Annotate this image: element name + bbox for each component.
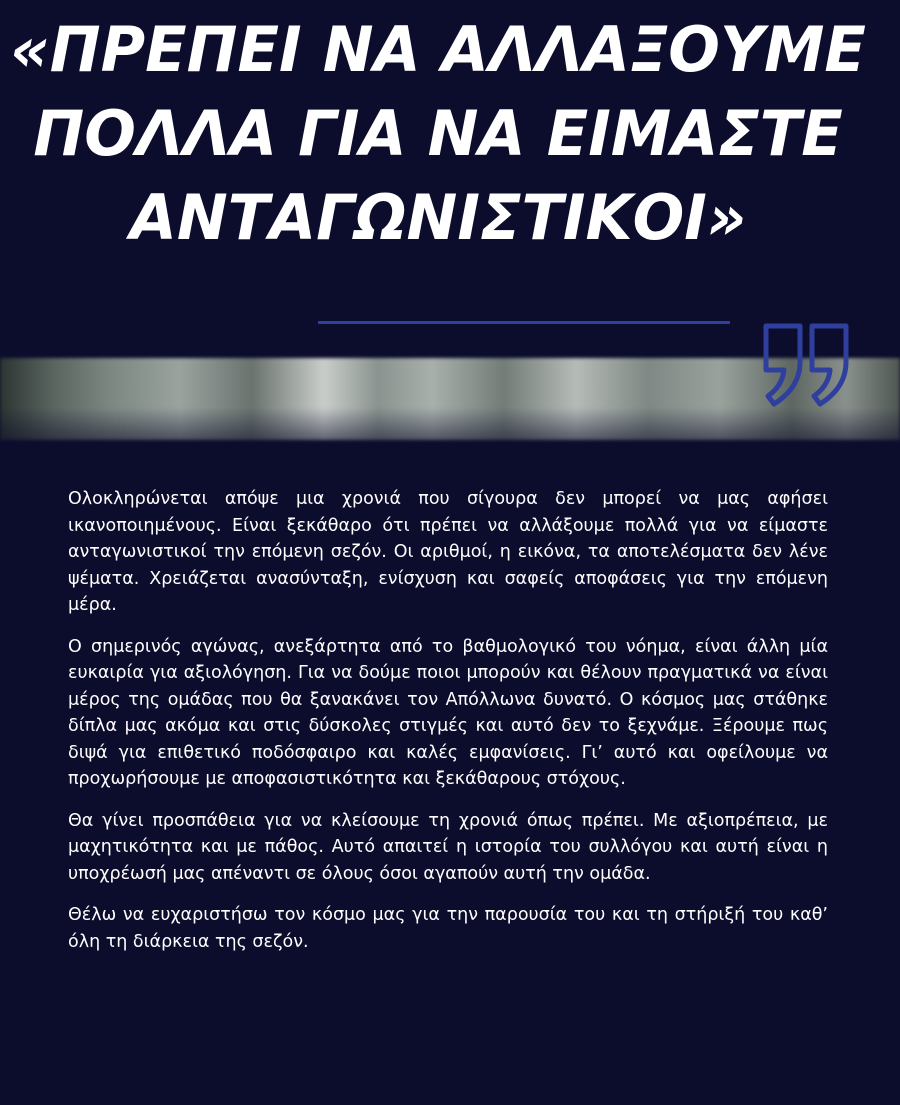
accent-divider: [318, 321, 730, 324]
paragraph-1: Ολοκληρώνεται απόψε μια χρονιά που σίγουρα δεν μπορεί να μας αφήσει ικανοποιημένους. Είναι ξεκάθαρο ότι πρέπει να αλλάξουμε πολλά για να είμαστε ανταγωνιστικοί την επόμενη σεζόν. Οι αριθμοί, η εικόνα, τα αποτελέσματα δεν λένε ψέματα. Χρειάζεται ανασύνταξη, ενίσχυση και σαφείς αποφάσεις για την επόμενη μέρα.: [68, 489, 828, 615]
paragraph-2: Ο σημερινός αγώνας, ανεξάρτητα από το βαθμολογικό του νόημα, είναι άλλη μία ευκαιρία για αξιολόγηση. Για να δούμε ποιοι μπορούν και θέλουν πραγματικά να είναι μέρος της ομάδας που θα ξανακάνει τον Απόλλωνα δυνατό. Ο κόσμος μας στάθηκε δίπλα μας ακόμα και στις δύσκολες στιγμές και αυτό δεν το ξεχνάμε. Ξέρουμε πως διψά για επιθετικό ποδόσφαιρο και καλές εμφανίσεις. Γι’ αυτό και οφείλουμε να προχωρήσουμε με αποφασιστικότητα και ξεκάθαρους στόχους.: [68, 636, 828, 789]
headline-line-2: ΠΟΛΛΑ ΓΙΑ ΝΑ ΕΙΜΑΣΤΕ: [33, 97, 843, 170]
closing-quote-icon: [760, 318, 856, 414]
article-body: [68, 486, 828, 970]
headline: [2, 8, 874, 260]
paragraph-4: Θέλω να ευχαριστήσω τον κόσμο μας για την παρουσία του και τη στήριξή του καθ’ όλη τη διάρκεια της σεζόν.: [68, 905, 828, 952]
headline-line-3: ΑΝΤΑΓΩΝΙΣΤΙΚΟΙ»: [129, 181, 747, 254]
paragraph-3: Θα γίνει προσπάθεια για να κλείσουμε τη χρονιά όπως πρέπει. Με αξιοπρέπεια, με μαχητικότητα και με πάθος. Αυτό απαιτεί η ιστορία του συλλόγου και αυτή είναι η υποχρέωσή μας απέναντι σε όλους όσοι αγαπούν αυτή την ομάδα.: [68, 810, 828, 884]
headline-line-1: «ΠΡΕΠΕΙ ΝΑ ΑΛΛΑΞΟΥΜΕ: [10, 13, 866, 86]
closing-quote-icon-svg: [760, 318, 856, 414]
